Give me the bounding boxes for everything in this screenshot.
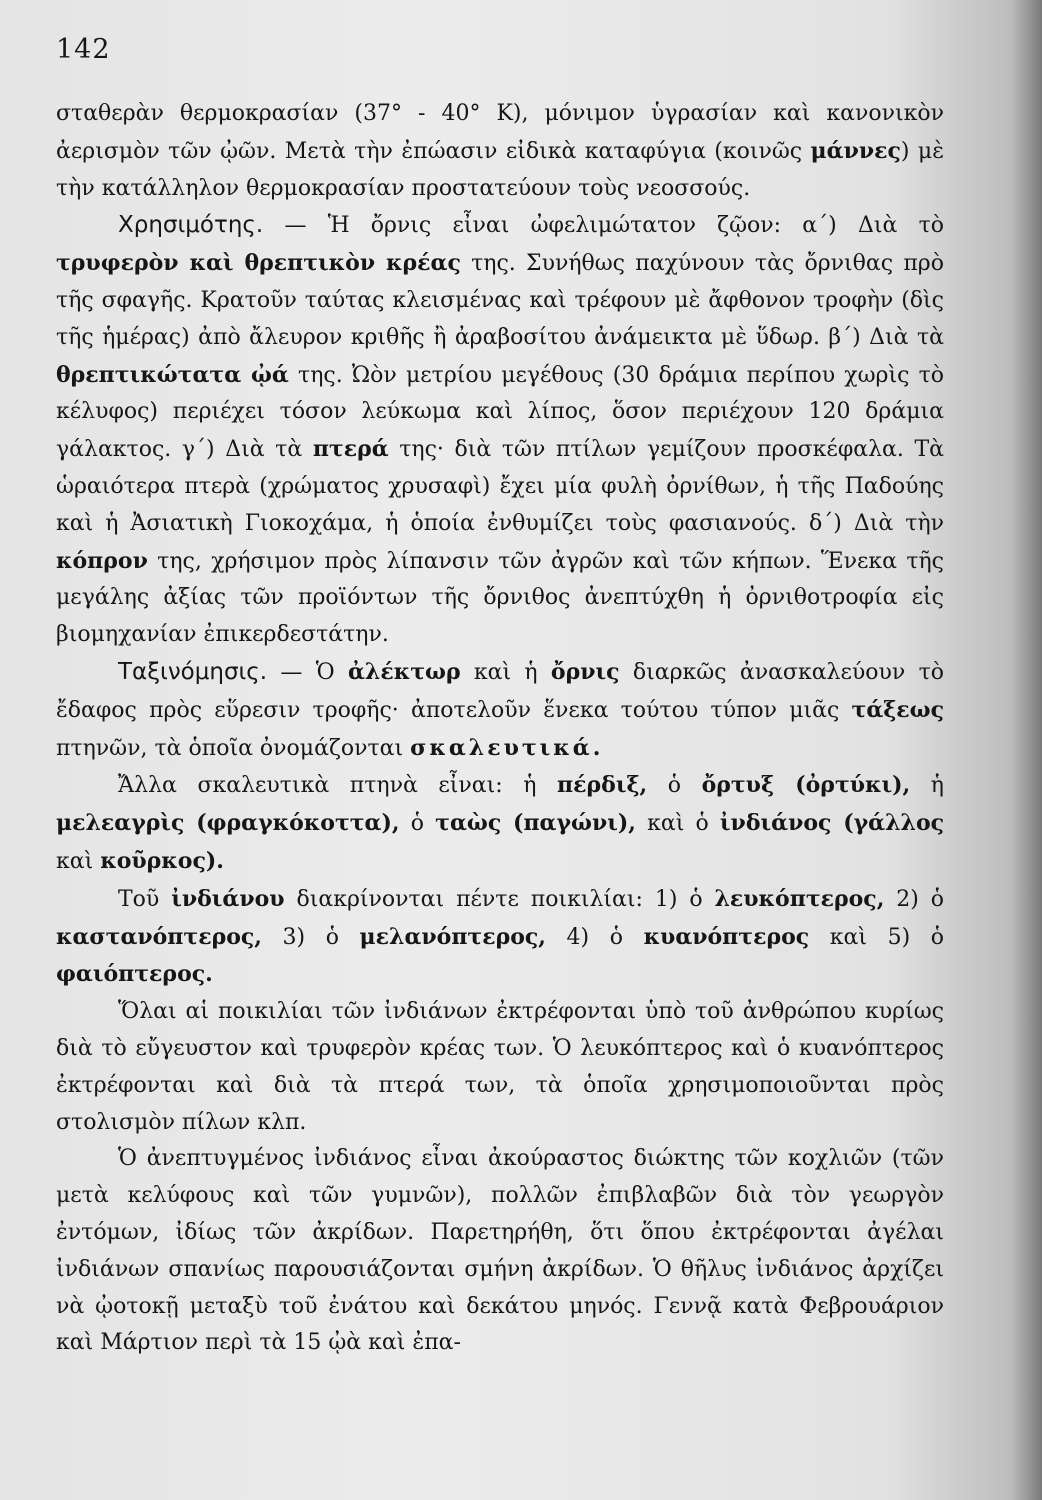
section-heading-classification: Ταξινόμησις. <box>118 658 268 685</box>
paragraph-turkey-varieties: Τοῦ ἰνδιάνου διακρίνονται πέντε ποικιλίαι: 1) ὁ λευκόπτερος, 2) ὁ καστανόπτερος, 3) ὁ μελανόπτερος, 4) ὁ κυανόπτερος καὶ 5) ὁ φαιόπτερος. <box>56 885 944 988</box>
section-heading-usefulness: Χρησιμότης. <box>118 212 264 239</box>
paragraph-other-birds: Ἄλλα σκαλευτικὰ πτηνὰ εἶναι: ἡ πέρδιξ, ὁ ὄρτυξ (ὀρτύκι), ἡ μελεαγρὶς (φραγκόκοττα), ὁ ταὼς (παγώνι), καὶ ὁ ἰνδιάνος (γάλλος καὶ κοῦρκος). <box>56 772 945 874</box>
paragraph-classification: Ταξινόμησις. — Ὁ ἀλέκτωρ καὶ ἡ ὄρνις διαρκῶς ἀνασκαλεύουν τὸ ἔδαφος πρὸς εὕρεσιν τροφῆς· ἀποτελοῦν ἕνεκα τούτου τύπον μιᾶς τάξεως πτηνῶν, τὰ ὁποῖα ὀνομάζονται σκαλευτικά. <box>56 658 944 761</box>
page-text <box>56 96 944 1362</box>
paragraph-usefulness: Χρησιμότης. — Ἡ ὄρνις εἶναι ὠφελιμώτατον ζῷον: α΄) Διὰ τὸ τρυφερὸν καὶ θρεπτικὸν κρέας της. Συνήθως παχύνουν τὰς ὄρνιθας πρὸ τῆς σφαγῆς. Κρατοῦν ταύτας κλεισμένας καὶ τρέφουν μὲ ἄφθονον τροφὴν (δὶς τῆς ἡμέρας) ἀπὸ ἄλευρον κριθῆς ἢ ἀραβοσίτου ἀνάμεικτα μὲ ὕδωρ. β΄) Διὰ τὰ θρεπτικώτατα ᾠά της. Ὠὸν μετρίου μεγέθους (30 δράμια περίπου χωρὶς τὸ κέλυφος) περιέχει τόσον λεύκωμα καὶ λίπος, ὅσον περιέχουν 120 δράμια γάλακτος. γ΄) Διὰ τὰ πτερά της· διὰ τῶν πτίλων γεμίζουν προσκέφαλα. Τὰ ὡραιότερα πτερὰ (χρώματος χρυσαφὶ) ἔχει μία φυλὴ ὀρνίθων, ἡ τῆς Παδούης καὶ ἡ Ἀσιατικὴ Γιοκοχάμα, ἡ ὁποία ἐνθυμίζει τοὺς φασιανούς. δ΄) Διὰ τὴν κόπρον της, χρήσιμον πρὸς λίπανσιν τῶν ἀγρῶν καὶ τῶν κήπων. Ἕνεκα τῆς μεγάλης ἀξίας τῶν προϊόντων τῆς ὄρνιθος ἀνεπτύχθη ἡ ὀρνιθοτροφία εἰς βιομηχανίαν ἐπικερδεστάτην. <box>56 212 945 648</box>
paragraph-turkey-breeding: Ὅλαι αἱ ποικιλίαι τῶν ἰνδιάνων ἐκτρέφονται ὑπὸ τοῦ ἀνθρώπου κυρίως διὰ τὸ εὔγευστον καὶ τρυφερὸν κρέας των. Ὁ λευκόπτερος καὶ ὁ κυανόπτερος ἐκτρέφονται καὶ διὰ τὰ πτερά των, τὰ ὁποῖα χρησιμοποιοῦνται πρὸς στολισμὸν πίλων κλπ. <box>56 999 944 1135</box>
paragraph-turkey-habits: Ὁ ἀνεπτυγμένος ἰνδιάνος εἶναι ἀκούραστος διώκτης τῶν κοχλιῶν (τῶν μετὰ κελύφους καὶ τῶν γυμνῶν), πολλῶν ἐπιβλαβῶν διὰ τὸν γεωργὸν ἐντόμων, ἰδίως τῶν ἀκρίδων. Παρετηρήθη, ὅτι ὅπου ἐκτρέφονται ἀγέλαι ἰνδιάνων σπανίως παρουσιάζονται σμήνη ἀκρίδων. Ὁ θῆλυς ἰνδιάνος ἀρχίζει νὰ ᾠοτοκῇ μεταξὺ τοῦ ἐνάτου καὶ δεκάτου μηνός. Γεννᾷ κατὰ Φεβρουάριον καὶ Μάρτιον περὶ τὰ 15 ᾠὰ καὶ ἐπα- <box>56 1146 944 1356</box>
page-number: 142 <box>56 34 111 65</box>
paragraph-incubation: σταθερὰν θερμοκρασίαν (37° - 40° Κ), μόνιμον ὑγρασίαν καὶ κανονικὸν ἀερισμὸν τῶν ᾠῶν. Μετὰ τὴν ἐπώασιν εἰδικὰ καταφύγια (κοινῶς μάννες) μὲ τὴν κατάλληλον θερμοκρασίαν προστατεύουν τοὺς νεοσσούς. <box>56 101 944 201</box>
